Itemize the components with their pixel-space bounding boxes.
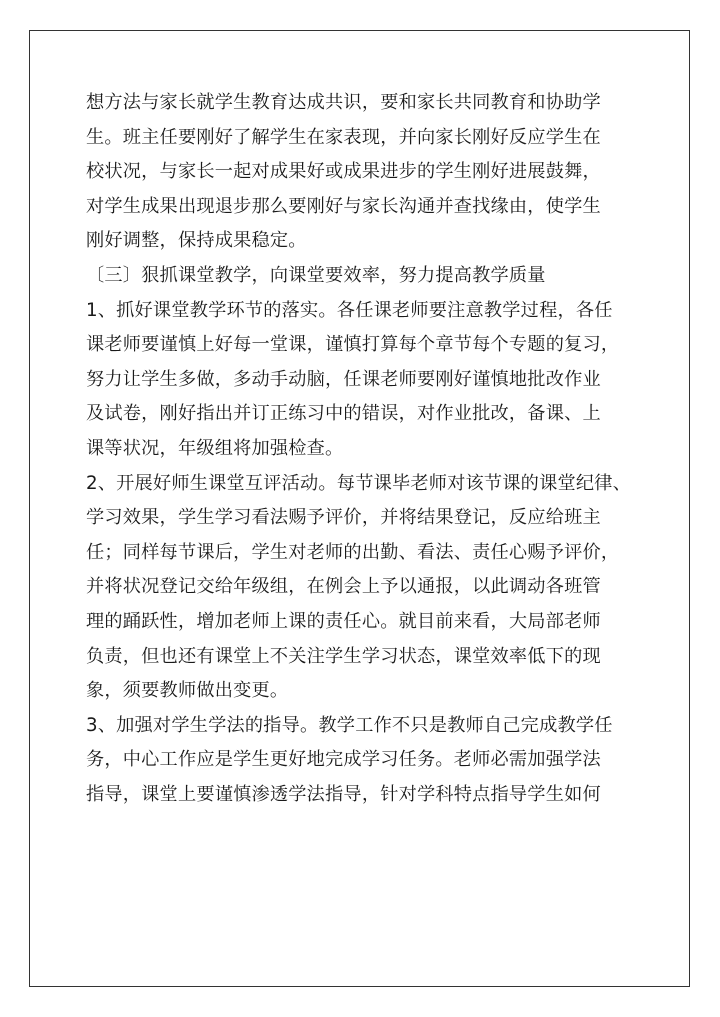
text-line: 任；同样每节课后，学生对老师的出勤、看法、责任心赐予评价，: [86, 541, 620, 563]
document-body: [86, 86, 646, 812]
text-line: 学习效果，学生学习看法赐予评价，并将结果登记，反应给班主: [86, 507, 601, 529]
text-line: 负责，但也还有课堂上不关注学生学习状态，课堂效率低下的现: [86, 645, 601, 667]
text-line: 及试卷，刚好指出并订正练习中的错误，对作业批改，备课、上: [86, 403, 601, 425]
text-line: 课等状况，年级组将加强检查。: [86, 437, 344, 459]
text-line: 指导，课堂上要谨慎渗透学法指导，针对学科特点指导学生如何: [86, 783, 601, 805]
section-heading: 〔三〕狠抓课堂教学，向课堂要效率，努力提高教学质量: [86, 264, 546, 286]
text-line: 并将状况登记交给年级组，在例会上予以通报，以此调动各班管: [86, 576, 601, 598]
text-line: 生。班主任要刚好了解学生在家表现，并向家长刚好反应学生在: [86, 126, 601, 148]
text-line: 理的踊跃性，增加老师上课的责任心。就目前来看，大局部老师: [86, 610, 601, 632]
text-line: 想方法与家长就学生教育达成共识，要和家长共同教育和协助学: [86, 92, 601, 113]
text-line: 努力让学生多做，多动手动脑，任课老师要刚好谨慎地批改作业: [86, 368, 601, 390]
text-line: 刚好调整，保持成果稳定。: [86, 230, 307, 252]
text-line: 1、抓好课堂教学环节的落实。各任课老师要注意教学过程，各任: [86, 299, 613, 321]
text-line: 象，须要教师做出变更。: [86, 680, 289, 702]
text-line: 校状况，与家长一起对成果好或成果进步的学生刚好进展鼓舞，: [86, 161, 601, 183]
text-line: 务，中心工作应是学生更好地完成学习任务。老师必需加强学法: [86, 749, 601, 771]
text-line: 对学生成果出现退步那么要刚好与家长沟通并查找缘由，使学生: [86, 195, 601, 217]
text-line: 课老师要谨慎上好每一堂课，谨慎打算每个章节每个专题的复习，: [86, 334, 620, 356]
text-line: 3、加强对学生学法的指导。教学工作不只是教师自己完成教学任: [86, 714, 613, 736]
text-line: 2、开展好师生课堂互评活动。每节课毕老师对该节课的课堂纪律、: [86, 472, 632, 494]
